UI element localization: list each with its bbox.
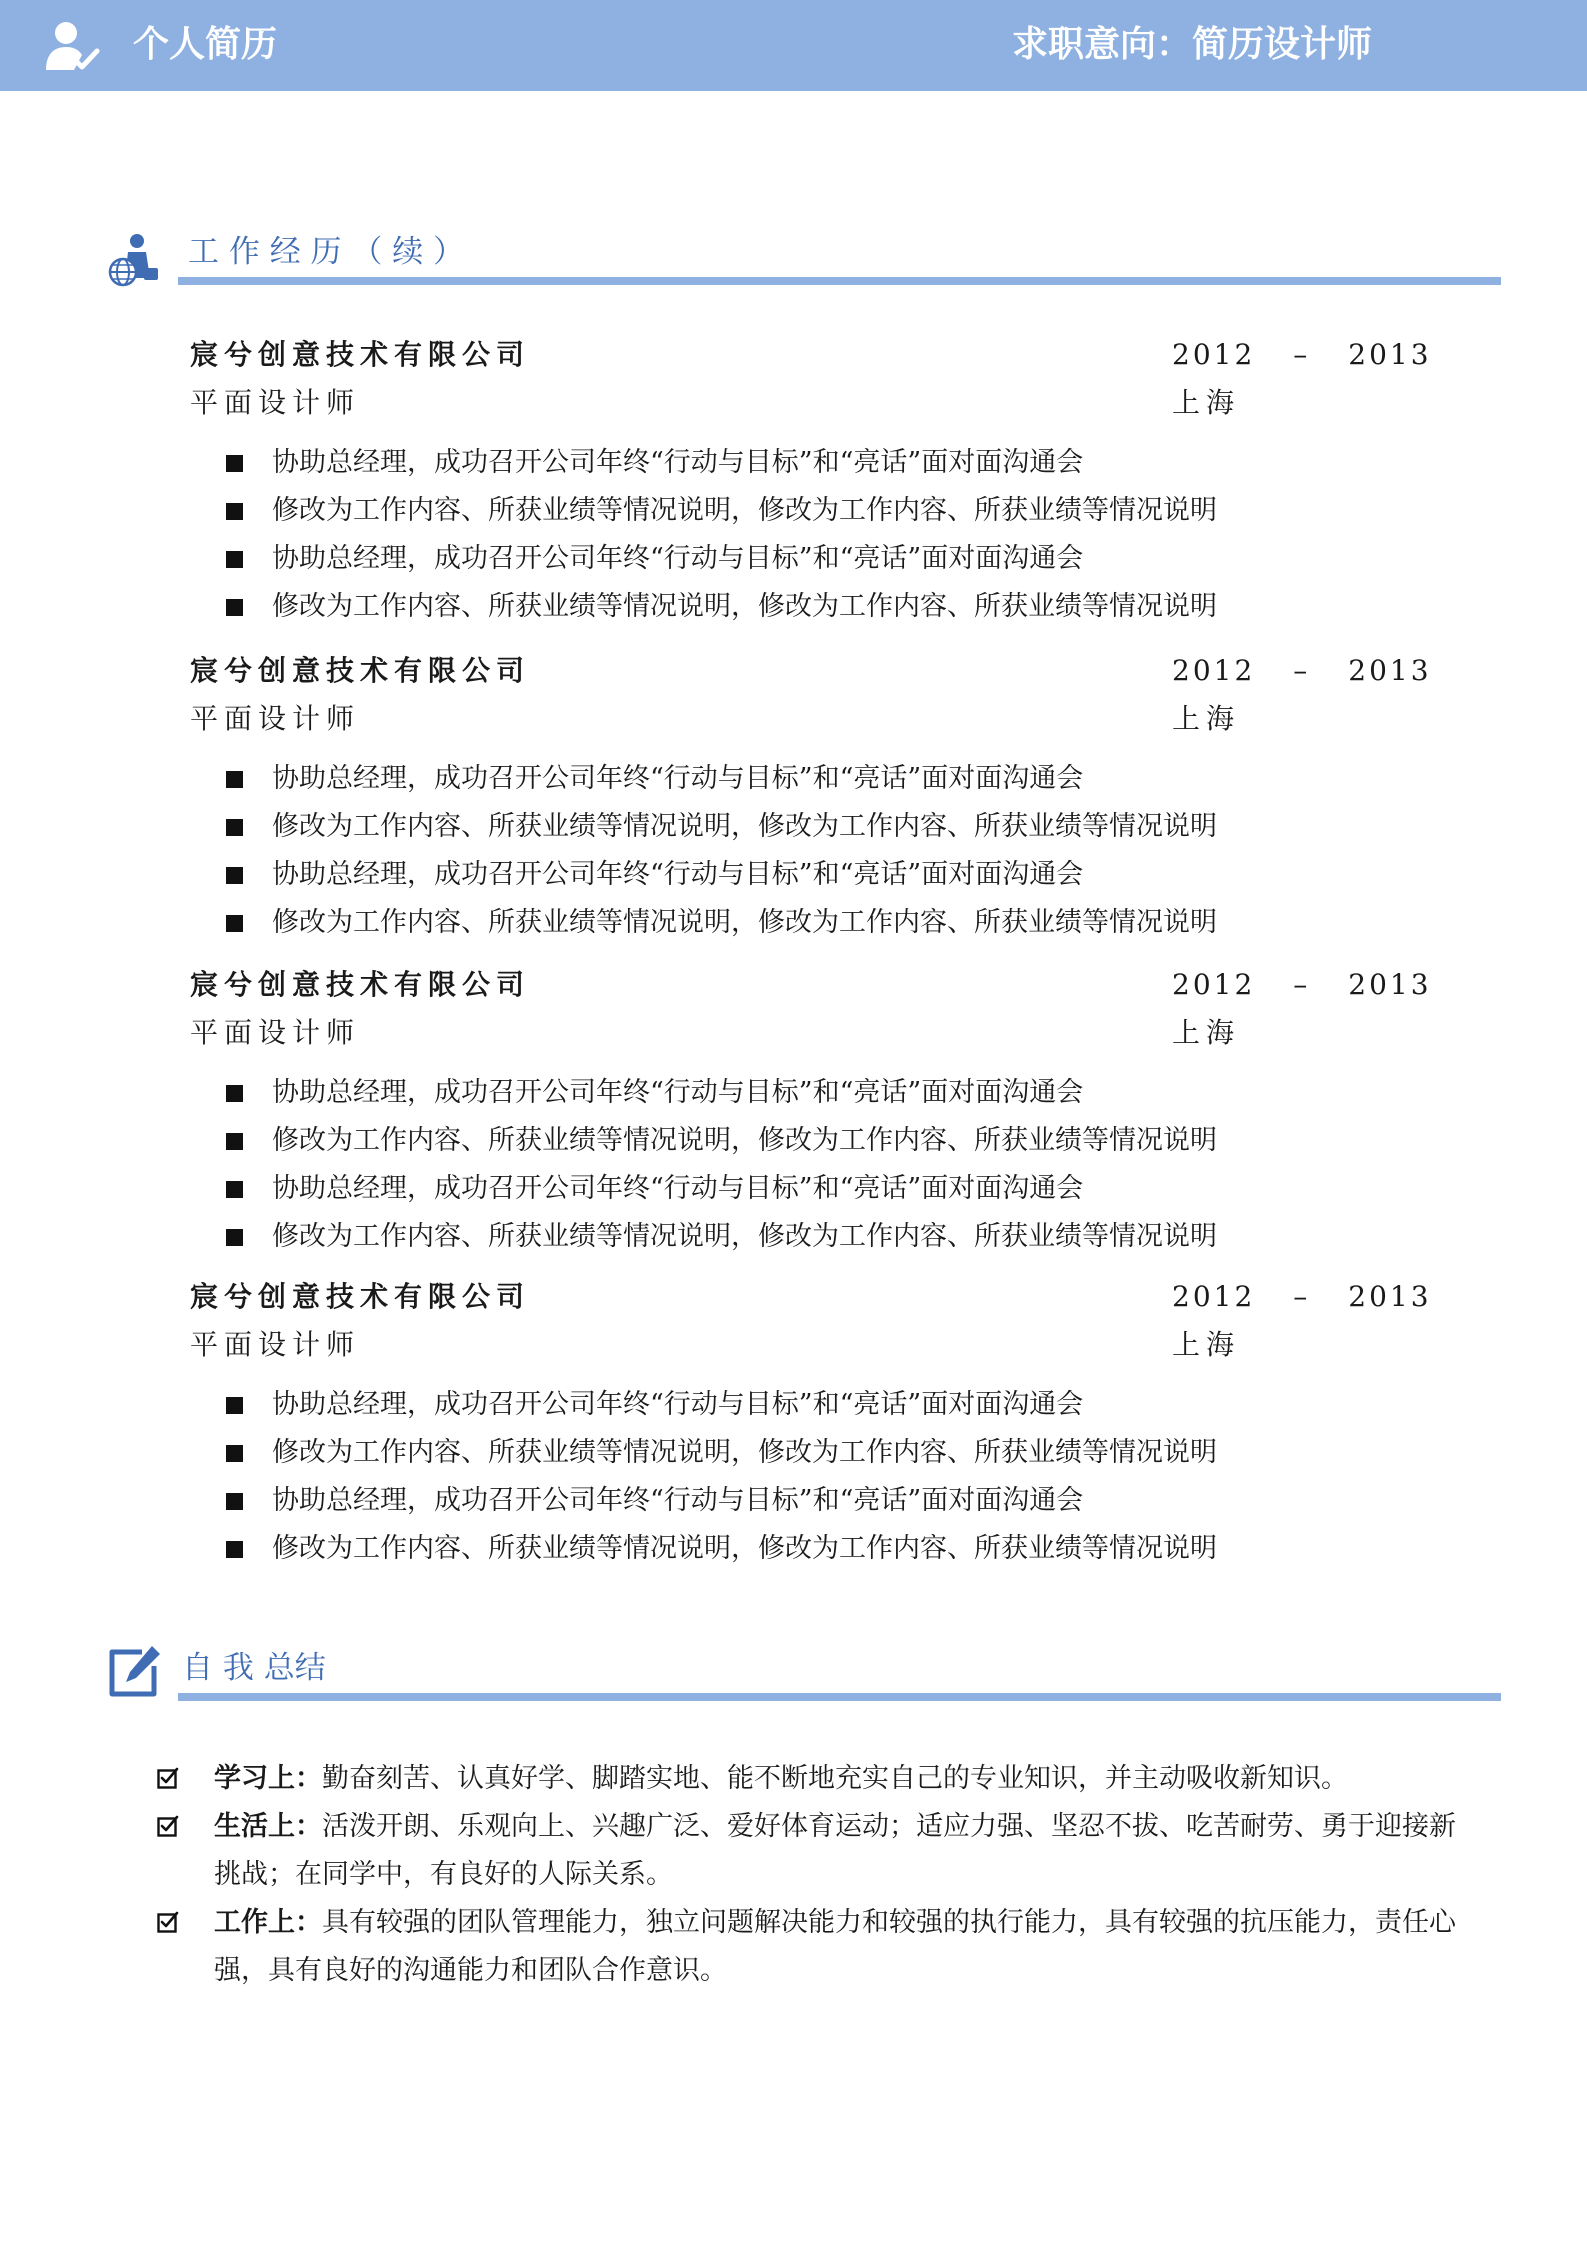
summary-label: 生活上：	[214, 1811, 322, 1842]
summary-text: 勤奋刻苦、认真好学、脚踏实地、能不断地充实自己的专业知识，并主动吸收新知识。	[322, 1763, 1348, 1794]
user-check-icon	[44, 20, 100, 72]
edit-pencil-icon	[106, 1644, 162, 1700]
duty-item	[226, 1217, 1217, 1265]
businessman-globe-icon	[106, 232, 162, 288]
job-year-dash: –	[1293, 1280, 1311, 1313]
summary-text: 活泼开朗、乐观向上、兴趣广泛、爱好体育运动；适应力强、坚忍不拔、吃苦耐劳、勇于迎接新挑战；在同学中，有良好的人际关系。	[214, 1811, 1456, 1890]
job-year-dash: –	[1293, 968, 1311, 1001]
summary-label: 工作上：	[214, 1907, 322, 1938]
square-bullet-icon	[226, 867, 243, 884]
job-company: 宸兮创意技术有限公司	[190, 654, 531, 687]
duty-item	[226, 1529, 1217, 1577]
job-duties	[226, 1073, 1217, 1265]
duty-item	[226, 1433, 1217, 1481]
duty-text: 协助总经理，成功召开公司年终“行动与目标”和“亮话”面对面沟通会	[272, 1485, 1084, 1516]
job-location: 上海	[1172, 702, 1241, 735]
job-role: 平面设计师	[190, 1016, 361, 1049]
job-end-year: 2013	[1348, 968, 1432, 1001]
duty-text: 修改为工作内容、所获业绩等情况说明，修改为工作内容、所获业绩等情况说明	[272, 591, 1217, 622]
summary-item-work	[157, 1899, 1477, 1995]
duty-text: 协助总经理，成功召开公司年终“行动与目标”和“亮话”面对面沟通会	[272, 859, 1084, 890]
summary-item-life	[157, 1803, 1477, 1899]
duty-text: 协助总经理，成功召开公司年终“行动与目标”和“亮话”面对面沟通会	[272, 1077, 1084, 1108]
duty-item	[226, 587, 1217, 635]
duty-item	[226, 539, 1217, 587]
duty-text: 协助总经理，成功召开公司年终“行动与目标”和“亮话”面对面沟通会	[272, 1389, 1084, 1420]
square-bullet-icon	[226, 915, 243, 932]
job-end-year: 2013	[1348, 1280, 1432, 1313]
duty-item	[226, 1073, 1217, 1121]
square-bullet-icon	[226, 503, 243, 520]
summary-list	[157, 1755, 1477, 1995]
job-duties	[226, 759, 1217, 951]
resume-title: 个人简历	[133, 24, 278, 65]
duty-text: 协助总经理，成功召开公司年终“行动与目标”和“亮话”面对面沟通会	[272, 1173, 1084, 1204]
square-bullet-icon	[226, 1493, 243, 1510]
square-bullet-icon	[226, 1133, 243, 1150]
job-end-year: 2013	[1348, 338, 1432, 371]
duty-text: 协助总经理，成功召开公司年终“行动与目标”和“亮话”面对面沟通会	[272, 447, 1084, 478]
duty-item	[226, 759, 1217, 807]
summary-label: 学习上：	[214, 1763, 322, 1794]
duty-item	[226, 903, 1217, 951]
job-start-year: 2012	[1172, 1280, 1256, 1313]
square-bullet-icon	[226, 455, 243, 472]
summary-text: 具有较强的团队管理能力，独立问题解决能力和较强的执行能力，具有较强的抗压能力，责任心强，具有良好的沟通能力和团队合作意识。	[214, 1907, 1456, 1986]
top-banner	[0, 0, 1587, 91]
job-company: 宸兮创意技术有限公司	[190, 968, 531, 1001]
job-start-year: 2012	[1172, 338, 1256, 371]
duty-item	[226, 807, 1217, 855]
section-divider	[178, 1693, 1501, 1701]
checkbox-checked-icon	[157, 1815, 179, 1837]
duty-item	[226, 1121, 1217, 1169]
duty-text: 修改为工作内容、所获业绩等情况说明，修改为工作内容、所获业绩等情况说明	[272, 1437, 1217, 1468]
job-company: 宸兮创意技术有限公司	[190, 338, 531, 371]
square-bullet-icon	[226, 1397, 243, 1414]
duty-item	[226, 855, 1217, 903]
job-role: 平面设计师	[190, 386, 361, 419]
job-location: 上海	[1172, 1328, 1241, 1361]
duty-item	[226, 1169, 1217, 1217]
summary-item-study	[157, 1755, 1477, 1803]
square-bullet-icon	[226, 819, 243, 836]
section-divider	[178, 277, 1501, 285]
checkbox-checked-icon	[157, 1767, 179, 1789]
job-location: 上海	[1172, 1016, 1241, 1049]
duty-text: 修改为工作内容、所获业绩等情况说明，修改为工作内容、所获业绩等情况说明	[272, 495, 1217, 526]
job-years	[1172, 651, 1432, 691]
square-bullet-icon	[226, 551, 243, 568]
job-duties	[226, 443, 1217, 635]
work-section-title: 工 作 经 历 （ 续 ）	[188, 234, 465, 270]
duty-text: 修改为工作内容、所获业绩等情况说明，修改为工作内容、所获业绩等情况说明	[272, 1221, 1217, 1252]
job-years	[1172, 965, 1432, 1005]
summary-section-title: 自 我 总结	[182, 1650, 326, 1686]
job-duties	[226, 1385, 1217, 1577]
job-objective: 求职意向：简历设计师	[1011, 24, 1372, 65]
job-end-year: 2013	[1348, 654, 1432, 687]
square-bullet-icon	[226, 599, 243, 616]
duty-item	[226, 491, 1217, 539]
square-bullet-icon	[226, 1445, 243, 1462]
square-bullet-icon	[226, 1085, 243, 1102]
square-bullet-icon	[226, 1229, 243, 1246]
square-bullet-icon	[226, 771, 243, 788]
job-company: 宸兮创意技术有限公司	[190, 1280, 531, 1313]
job-role: 平面设计师	[190, 1328, 361, 1361]
checkbox-checked-icon	[157, 1911, 179, 1933]
job-location: 上海	[1172, 386, 1241, 419]
square-bullet-icon	[226, 1541, 243, 1558]
duty-text: 修改为工作内容、所获业绩等情况说明，修改为工作内容、所获业绩等情况说明	[272, 1125, 1217, 1156]
work-section-header	[106, 228, 1501, 288]
job-role: 平面设计师	[190, 702, 361, 735]
job-year-dash: –	[1293, 338, 1311, 371]
square-bullet-icon	[226, 1181, 243, 1198]
job-start-year: 2012	[1172, 654, 1256, 687]
job-start-year: 2012	[1172, 968, 1256, 1001]
job-year-dash: –	[1293, 654, 1311, 687]
duty-text: 协助总经理，成功召开公司年终“行动与目标”和“亮话”面对面沟通会	[272, 763, 1084, 794]
duty-text: 修改为工作内容、所获业绩等情况说明，修改为工作内容、所获业绩等情况说明	[272, 907, 1217, 938]
duty-item	[226, 443, 1217, 491]
duty-item	[226, 1385, 1217, 1433]
summary-section-header	[106, 1640, 1501, 1700]
job-years	[1172, 335, 1432, 375]
duty-item	[226, 1481, 1217, 1529]
job-years	[1172, 1277, 1432, 1317]
duty-text: 协助总经理，成功召开公司年终“行动与目标”和“亮话”面对面沟通会	[272, 543, 1084, 574]
duty-text: 修改为工作内容、所获业绩等情况说明，修改为工作内容、所获业绩等情况说明	[272, 811, 1217, 842]
duty-text: 修改为工作内容、所获业绩等情况说明，修改为工作内容、所获业绩等情况说明	[272, 1533, 1217, 1564]
